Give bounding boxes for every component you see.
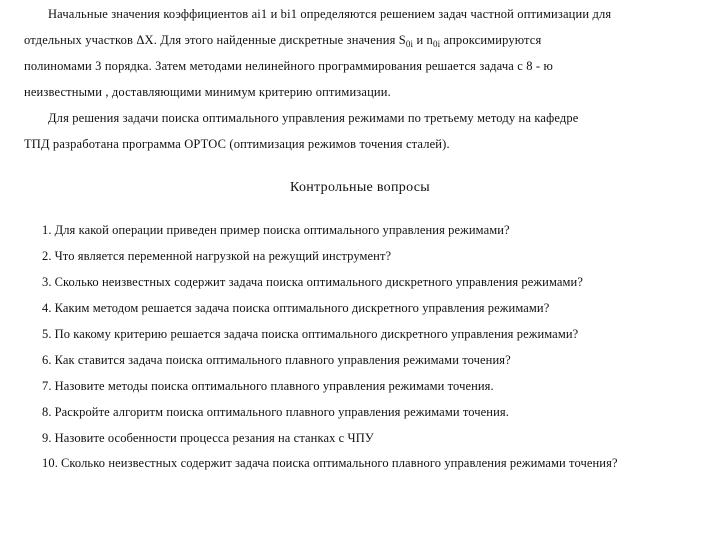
question-number: 7. (42, 379, 52, 393)
question-number: 4. (42, 301, 52, 315)
question-item (42, 455, 618, 471)
paragraph2-line2: ТПД разработана программа ОРТОС (оптимизация режимов точения сталей). (24, 137, 450, 151)
question-item (42, 274, 583, 290)
section-heading: Контрольные вопросы (290, 180, 430, 195)
question-number: 9. (42, 431, 52, 445)
paragraph2-line1: Для решения задачи поиска оптимального управления режимами по третьему методу на кафедре (48, 111, 579, 125)
question-number: 2. (42, 249, 52, 263)
question-text: Сколько неизвестных содержит задача поиска оптимального дискретного управления режимами? (54, 275, 583, 289)
question-item (42, 352, 511, 368)
question-item (42, 222, 510, 238)
question-item (42, 326, 578, 342)
paragraph1-line2-text-a: отдельных участков ΔX. Для этого найденные дискретные значения S (24, 33, 406, 47)
question-item (42, 300, 549, 316)
question-item (42, 248, 391, 264)
question-text: По какому критерию решается задача поиска оптимального дискретного управления режимами? (54, 327, 579, 341)
question-number: 3. (42, 275, 52, 289)
question-text: Что является переменной нагрузкой на режущий инструмент? (54, 249, 392, 263)
paragraph1-line2-text-b: и n (413, 33, 433, 47)
paragraph1-line1: Начальные значения коэффициентов ai1 и bi1 определяются решением задач частной оптимизации для (48, 7, 612, 21)
question-number: 10. (42, 456, 58, 470)
question-number: 1. (42, 223, 52, 237)
question-number: 8. (42, 405, 52, 419)
paragraph1-line2-text-c: апроксимируются (440, 33, 542, 47)
question-text: Каким методом решается задача поиска оптимального дискретного управления режимами? (54, 301, 550, 315)
question-text: Как ставится задача поиска оптимального плавного управления режимами точения? (54, 353, 511, 367)
question-item (42, 430, 374, 446)
paragraph1-line2 (24, 32, 684, 48)
question-number: 6. (42, 353, 52, 367)
question-text: Назовите методы поиска оптимального плавного управления режимами точения. (54, 379, 494, 393)
question-item (42, 404, 509, 420)
question-item (42, 378, 494, 394)
question-text: Назовите особенности процесса резания на станках с ЧПУ (54, 431, 374, 445)
paragraph1-line4: неизвестными , доставляющими минимум критерию оптимизации. (24, 85, 391, 99)
question-text: Сколько неизвестных содержит задача поиска оптимального плавного управления режимами точения? (60, 456, 618, 470)
question-text: Для какой операции приведен пример поиска оптимального управления режимами? (54, 223, 510, 237)
subscript-s0i: 0i (405, 39, 414, 49)
subscript-n0i: 0i (432, 39, 441, 49)
question-text: Раскройте алгоритм поиска оптимального плавного управления режимами точения. (54, 405, 509, 419)
paragraph1-line3: полиномами 3 порядка. Затем методами нелинейного программирования решается задача с 8 - ю (24, 59, 553, 73)
question-number: 5. (42, 327, 52, 341)
